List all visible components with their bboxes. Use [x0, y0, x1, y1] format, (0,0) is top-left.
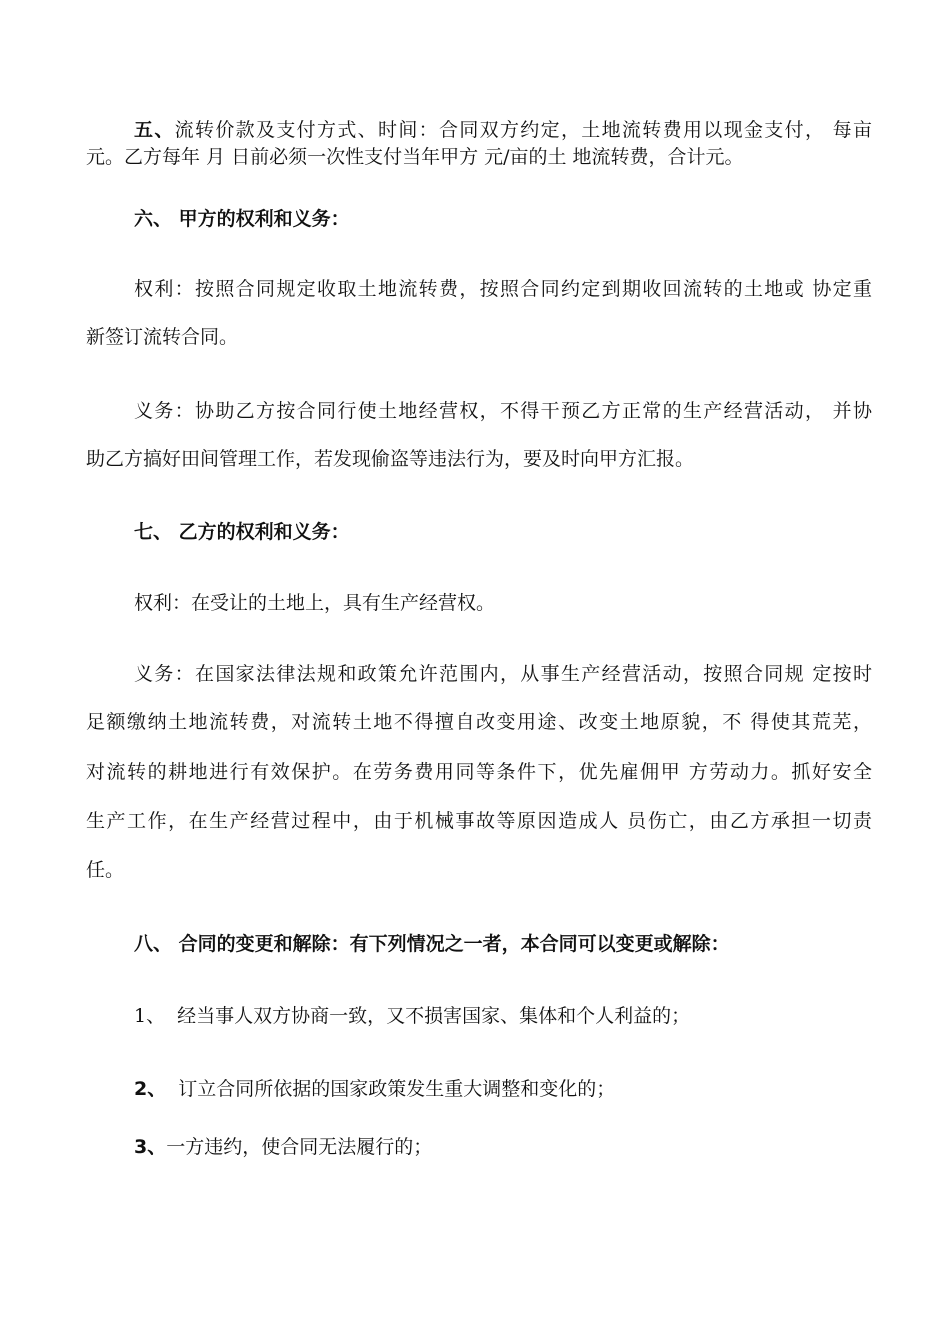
list-item-1-number: 1、 [134, 1005, 166, 1027]
section-7-duty-line-2: 足额缴纳土地流转费，对流转土地不得擅自改变用途、改变土地原貌，不 得使其荒芜， [86, 711, 872, 733]
section-6-rights-line-1 [86, 277, 872, 301]
section-5-text-1: 流转价款及支付方式、时间：合同双方约定，土地流转费用以现金支付， 每亩 [174, 119, 872, 141]
section-6-rights-line-2: 新签订流转合同。 [86, 326, 239, 348]
section-6-duty-text: 义务：协助乙方按合同行使土地经营权，不得干预乙方正常的生产经营活动， 并协 [134, 400, 872, 422]
section-7-duty-line-3: 对流转的耕地进行有效保护。在劳务费用同等条件下，优先雇佣甲 方劳动力。抓好安全 [86, 761, 872, 783]
section-7-title: 七、 乙方的权利和义务： [134, 521, 350, 543]
list-item-1-text: 经当事人双方协商一致，又不损害国家、集体和个人利益的； [177, 1005, 691, 1027]
section-7-duty-line-5: 任。 [86, 859, 125, 881]
section-7-duty-text: 义务：在国家法律法规和政策允许范围内，从事生产经营活动，按照合同规 定按时 [134, 663, 872, 685]
list-item-3-number: 3、 [134, 1136, 167, 1158]
list-item-3-text: 一方违约，使合同无法履行的； [166, 1136, 433, 1158]
list-item-1 [134, 1004, 690, 1028]
section-5-line-1 [86, 118, 872, 142]
section-7-duty-line-4: 生产工作，在生产经营过程中，由于机械事故等原因造成人 员伤亡，由乙方承担一切责 [86, 810, 872, 832]
section-7-rights: 权利：在受让的土地上，具有生产经营权。 [134, 592, 496, 614]
list-item-2 [134, 1077, 615, 1101]
list-item-3 [134, 1135, 432, 1159]
section-5-heading: 五、 [134, 119, 175, 141]
section-7-duty-line-1 [86, 662, 872, 686]
section-6-duty-line-1 [86, 399, 872, 423]
section-6-duty-line-2: 助乙方搞好田间管理工作，若发现偷盗等违法行为，要及时向甲方汇报。 [86, 448, 695, 470]
list-item-2-text: 订立合同所依据的国家政策发生重大调整和变化的； [178, 1078, 616, 1100]
section-8-title: 八、 合同的变更和解除：有下列情况之一者，本合同可以变更或解除： [134, 933, 730, 955]
section-6-title: 六、 甲方的权利和义务： [134, 208, 350, 230]
list-item-2-number: 2、 [134, 1078, 167, 1100]
section-6-rights-text: 权利：按照合同规定收取土地流转费，按照合同约定到期收回流转的土地或 协定重 [134, 278, 872, 300]
section-5-line-2: 元。乙方每年 月 日前必须一次性支付当年甲方 元/亩的土 地流转费，合计元。 [86, 146, 744, 168]
